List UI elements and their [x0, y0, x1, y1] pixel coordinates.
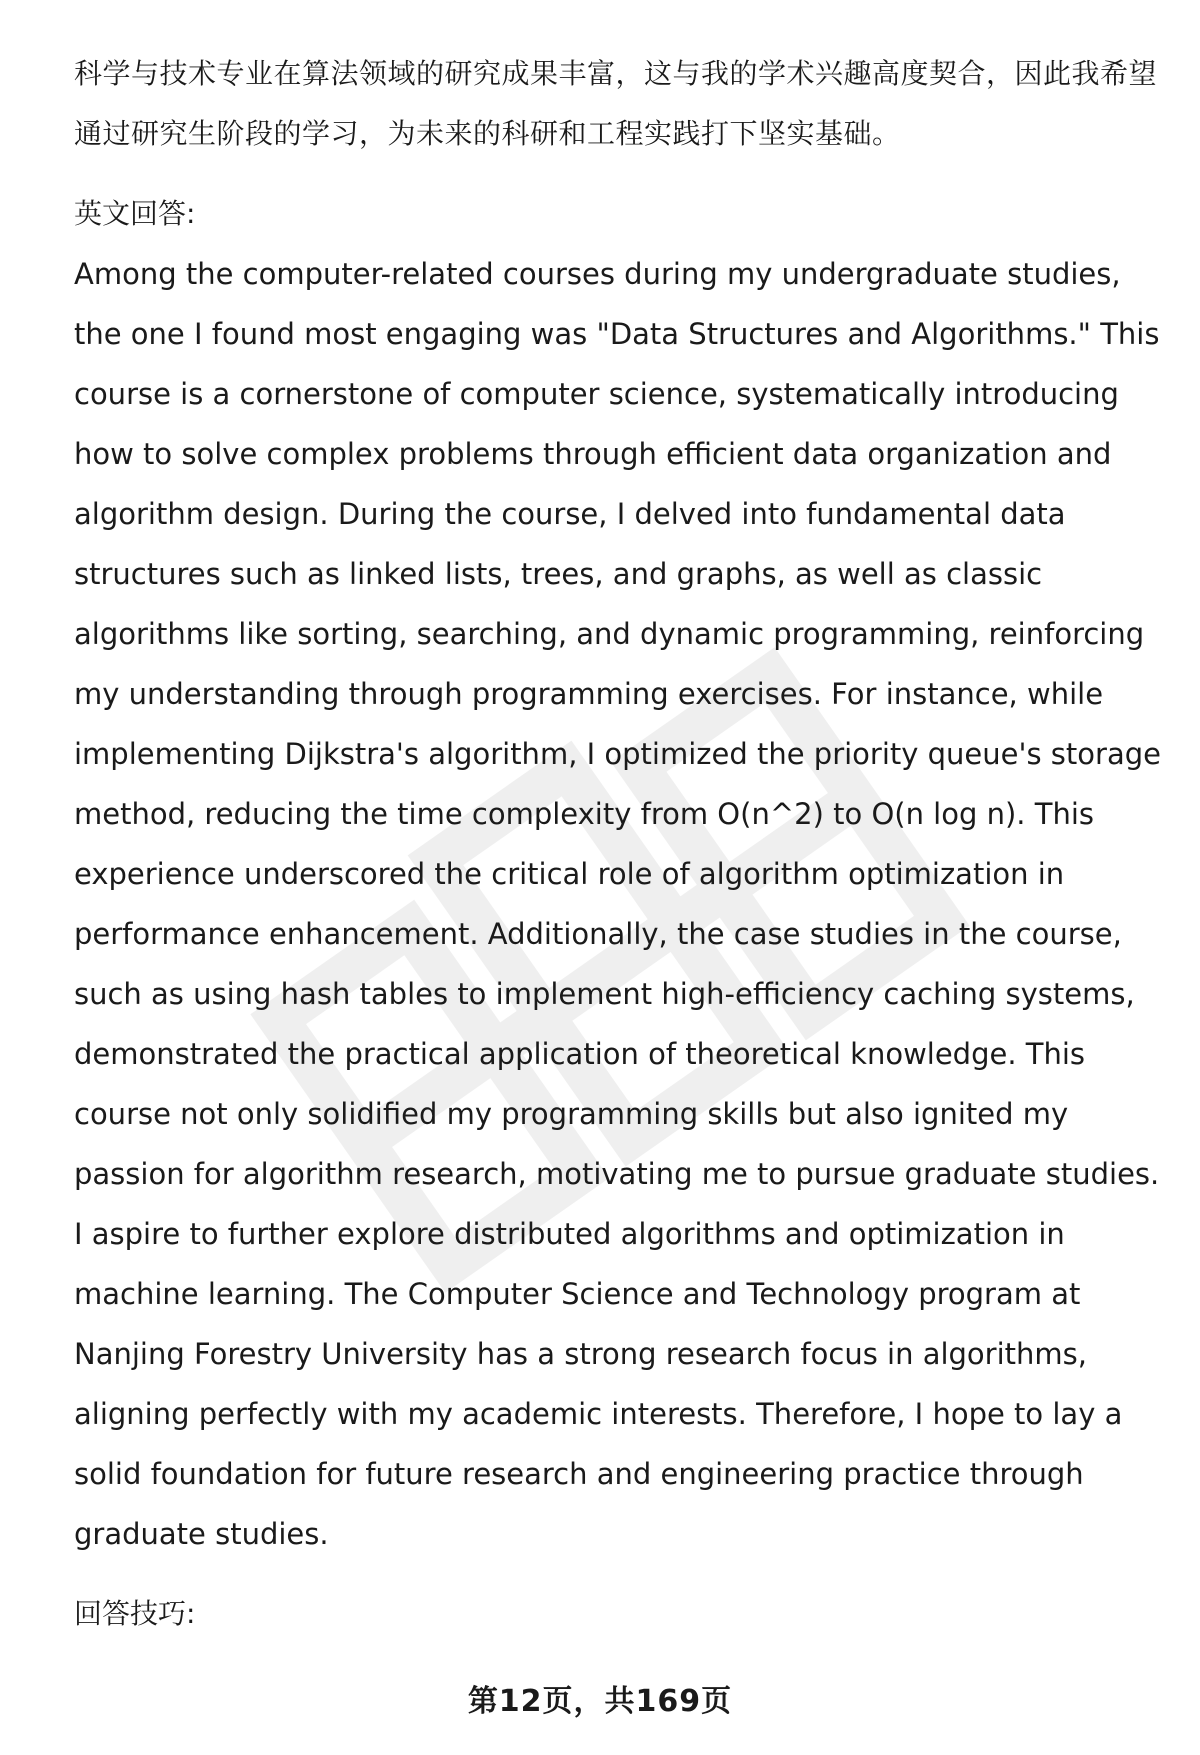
page-indicator: 第12页，共169页 [467, 1684, 733, 1719]
english-answer-paragraph: Among the computer-related courses during my undergraduate studies, the one I found most engaging was "Data Structures and Algorithms." This course is a cornerstone of computer science, systematically introducing how to solve complex problems through efficient data organization and algorithm design. During the course, I delved into fundamental data structures such as linked lists, trees, and graphs, as well as classic algorithms like sorting, searching, and dynamic programming, reinforcing my understanding through programming exercises. For instance, while implementing Dijkstra's algorithm, I optimized the priority queue's storage method, reducing the time complexity from O(n^2) to O(n log n). This experience underscored the critical role of algorithm optimization in performance enhancement. Additionally, the case studies in the course, such as using hash tables to implement high-efficiency caching systems, demonstrated the practical application of theoretical knowledge. This course not only solidified my programming skills but also ignited my passion for algorithm research, motivating me to pursue graduate studies. I aspire to further explore distributed algorithms and optimization in machine learning. The Computer Science and Technology program at Nanjing Forestry University has a strong research focus in algorithms, aligning perfectly with my academic interests. Therefore, I hope to lay a solid foundation for future research and engineering practice through graduate studies. [74, 257, 1161, 1551]
answer-tips-label: 回答技巧: [74, 1597, 196, 1630]
document-page [74, 44, 1170, 1644]
english-answer-label: 英文回答: [74, 197, 196, 230]
chinese-answer-paragraph: 科学与技术专业在算法领域的研究成果丰富，这与我的学术兴趣高度契合，因此我希望通过研究生阶段的学习，为未来的科研和工程实践打下坚实基础。 [74, 57, 1158, 150]
